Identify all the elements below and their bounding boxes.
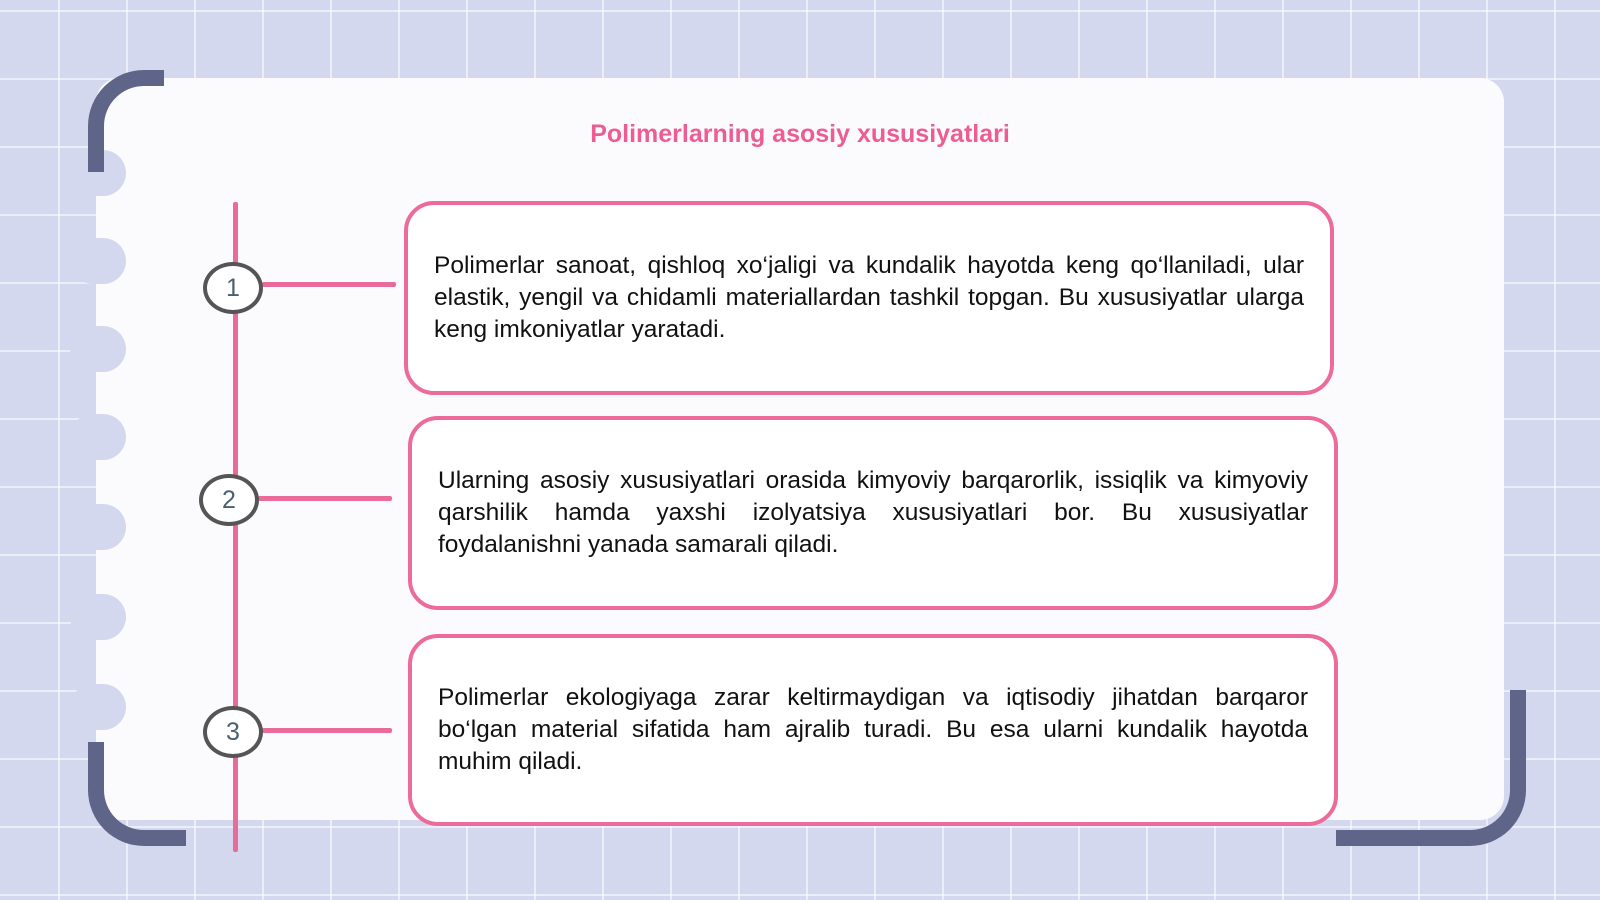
timeline-connector-3 — [262, 728, 392, 733]
corner-bracket-bottom-left — [88, 742, 186, 846]
info-box-2 — [408, 416, 1338, 610]
notebook-notch — [70, 326, 126, 372]
info-box-text: Polimerlar sanoat, qishloq xo‘jaligi va kundalik hayotda keng qo‘llaniladi, ular elastik, yengil va chidamli materiallardan tashkil topgan. Bu xususiyatlar ularga keng imkoniyatlar yaratadi. — [434, 252, 1304, 343]
notebook-notch — [70, 414, 126, 460]
slide-title: Polimerlarning asosiy xususiyatlari — [590, 120, 1010, 148]
corner-bracket-bottom-right — [1336, 690, 1526, 846]
info-box-1 — [404, 201, 1334, 395]
timeline-connector-2 — [258, 496, 392, 501]
step-number-2: 2 — [199, 474, 259, 526]
notebook-notch — [70, 594, 126, 640]
notebook-notch — [70, 238, 126, 284]
notebook-notch — [70, 684, 126, 730]
step-number-3: 3 — [203, 706, 263, 758]
info-box-text: Ularning asosiy xususiyatlari orasida kimyoviy barqarorlik, issiqlik va kimyoviy qarshilik hamda yaxshi izolyatsiya xususiyatlari bor. Bu xususiyatlar foydalanishni yanada samarali qiladi. — [438, 467, 1308, 558]
step-number-1: 1 — [203, 262, 263, 314]
notebook-notch — [70, 504, 126, 550]
info-box-3 — [408, 634, 1338, 826]
timeline-connector-1 — [262, 282, 396, 287]
info-box-text: Polimerlar ekologiyaga zarar keltirmaydigan va iqtisodiy jihatdan barqaror bo‘lgan material sifatida ham ajralib turadi. Bu esa ularni kundalik hayotda muhim qiladi. — [438, 684, 1308, 775]
